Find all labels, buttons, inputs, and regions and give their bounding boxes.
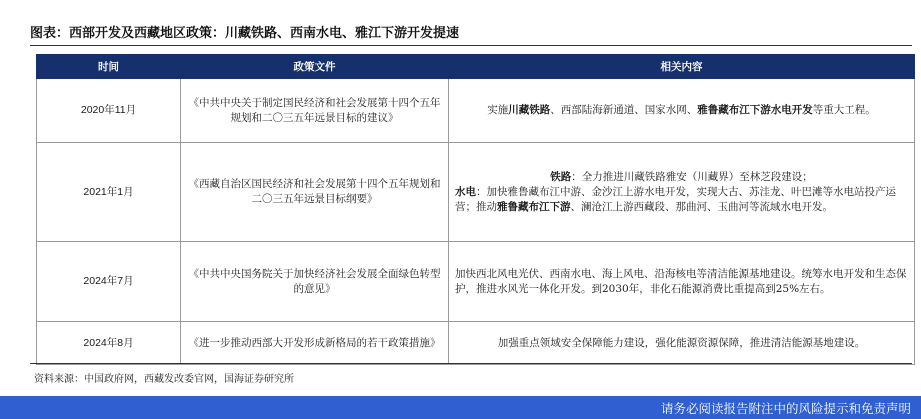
content-bold: 雅鲁藏布江下游水电开发 [697, 104, 813, 116]
hydro-text: ：加快雅鲁藏布江中游、金沙江上游水电开发，实现大古、苏洼龙、叶巴滩等水电站投产运营；推动 [455, 185, 896, 213]
hydro-label: 水电 [455, 185, 476, 198]
title-divider [30, 45, 912, 46]
hydro-bold: 雅鲁藏布江下游 [497, 200, 571, 213]
footer-bar [0, 396, 921, 419]
row-document: 《西藏自治区国民经济和社会发展第十四个五年规划和二〇三五年远景目标纲要》 [181, 143, 449, 242]
row-content [449, 79, 915, 143]
header-time: 时间 [37, 55, 181, 79]
row-content: 加强重点领域安全保障能力建设，强化能源资源保障，推进清洁能源基地建设。 [449, 322, 915, 365]
rail-label: 铁路 [550, 170, 572, 183]
row-document: 《进一步推动西部大开发形成新格局的若干政策措施》 [181, 322, 449, 365]
row-document: 《中共中央国务院关于加快经济社会发展全面绿色转型的意见》 [181, 242, 449, 322]
hydro-line [455, 185, 908, 215]
source-note: 资料来源：中国政府网，西藏发改委官网，国海证券研究所 [34, 374, 294, 385]
table-header-row [37, 55, 915, 79]
row-time: 2020年11月 [37, 79, 181, 143]
source-divider [30, 363, 912, 364]
row-content: 加快西北风电光伏、西南水电、海上风电、沿海核电等清洁能源基地建设。统筹水电开发和生态保护，推进水风光一体化开发。到2030年，非化石能源消费比重提高到25%左右。 [449, 242, 915, 322]
rail-text: ：全力推进川藏铁路雅安（川藏界）至林芝段建设； [571, 170, 813, 183]
table-row [37, 242, 915, 322]
row-time: 2021年1月 [37, 143, 181, 242]
hydro-text: 、澜沧江上游西藏段、那曲河、玉曲河等流域水电开发。 [570, 200, 833, 213]
content-text: 、西部陆海新通道、国家水网、 [550, 104, 698, 116]
table-row [37, 143, 915, 242]
content-text: 等重大工程。 [812, 104, 876, 116]
row-time: 2024年7月 [37, 242, 181, 322]
row-content [449, 143, 915, 242]
content-text: 实施 [487, 104, 509, 116]
row-time: 2024年8月 [37, 322, 181, 365]
row-document: 《中共中央关于制定国民经济和社会发展第十四个五年规划和二〇三五年远景目标的建议》 [181, 79, 449, 143]
content-bold: 川藏铁路 [508, 104, 551, 116]
header-document: 政策文件 [181, 55, 449, 79]
table-row [37, 79, 915, 143]
chart-title: 图表：西部开发及西藏地区政策：川藏铁路、西南水电、雅江下游开发提速 [30, 26, 460, 41]
disclaimer-text: 请务必阅读报告附注中的风险提示和免责声明 [660, 401, 911, 416]
policy-table [36, 54, 915, 365]
table-row [37, 322, 915, 365]
header-content: 相关内容 [449, 55, 915, 79]
rail-line [455, 170, 908, 185]
